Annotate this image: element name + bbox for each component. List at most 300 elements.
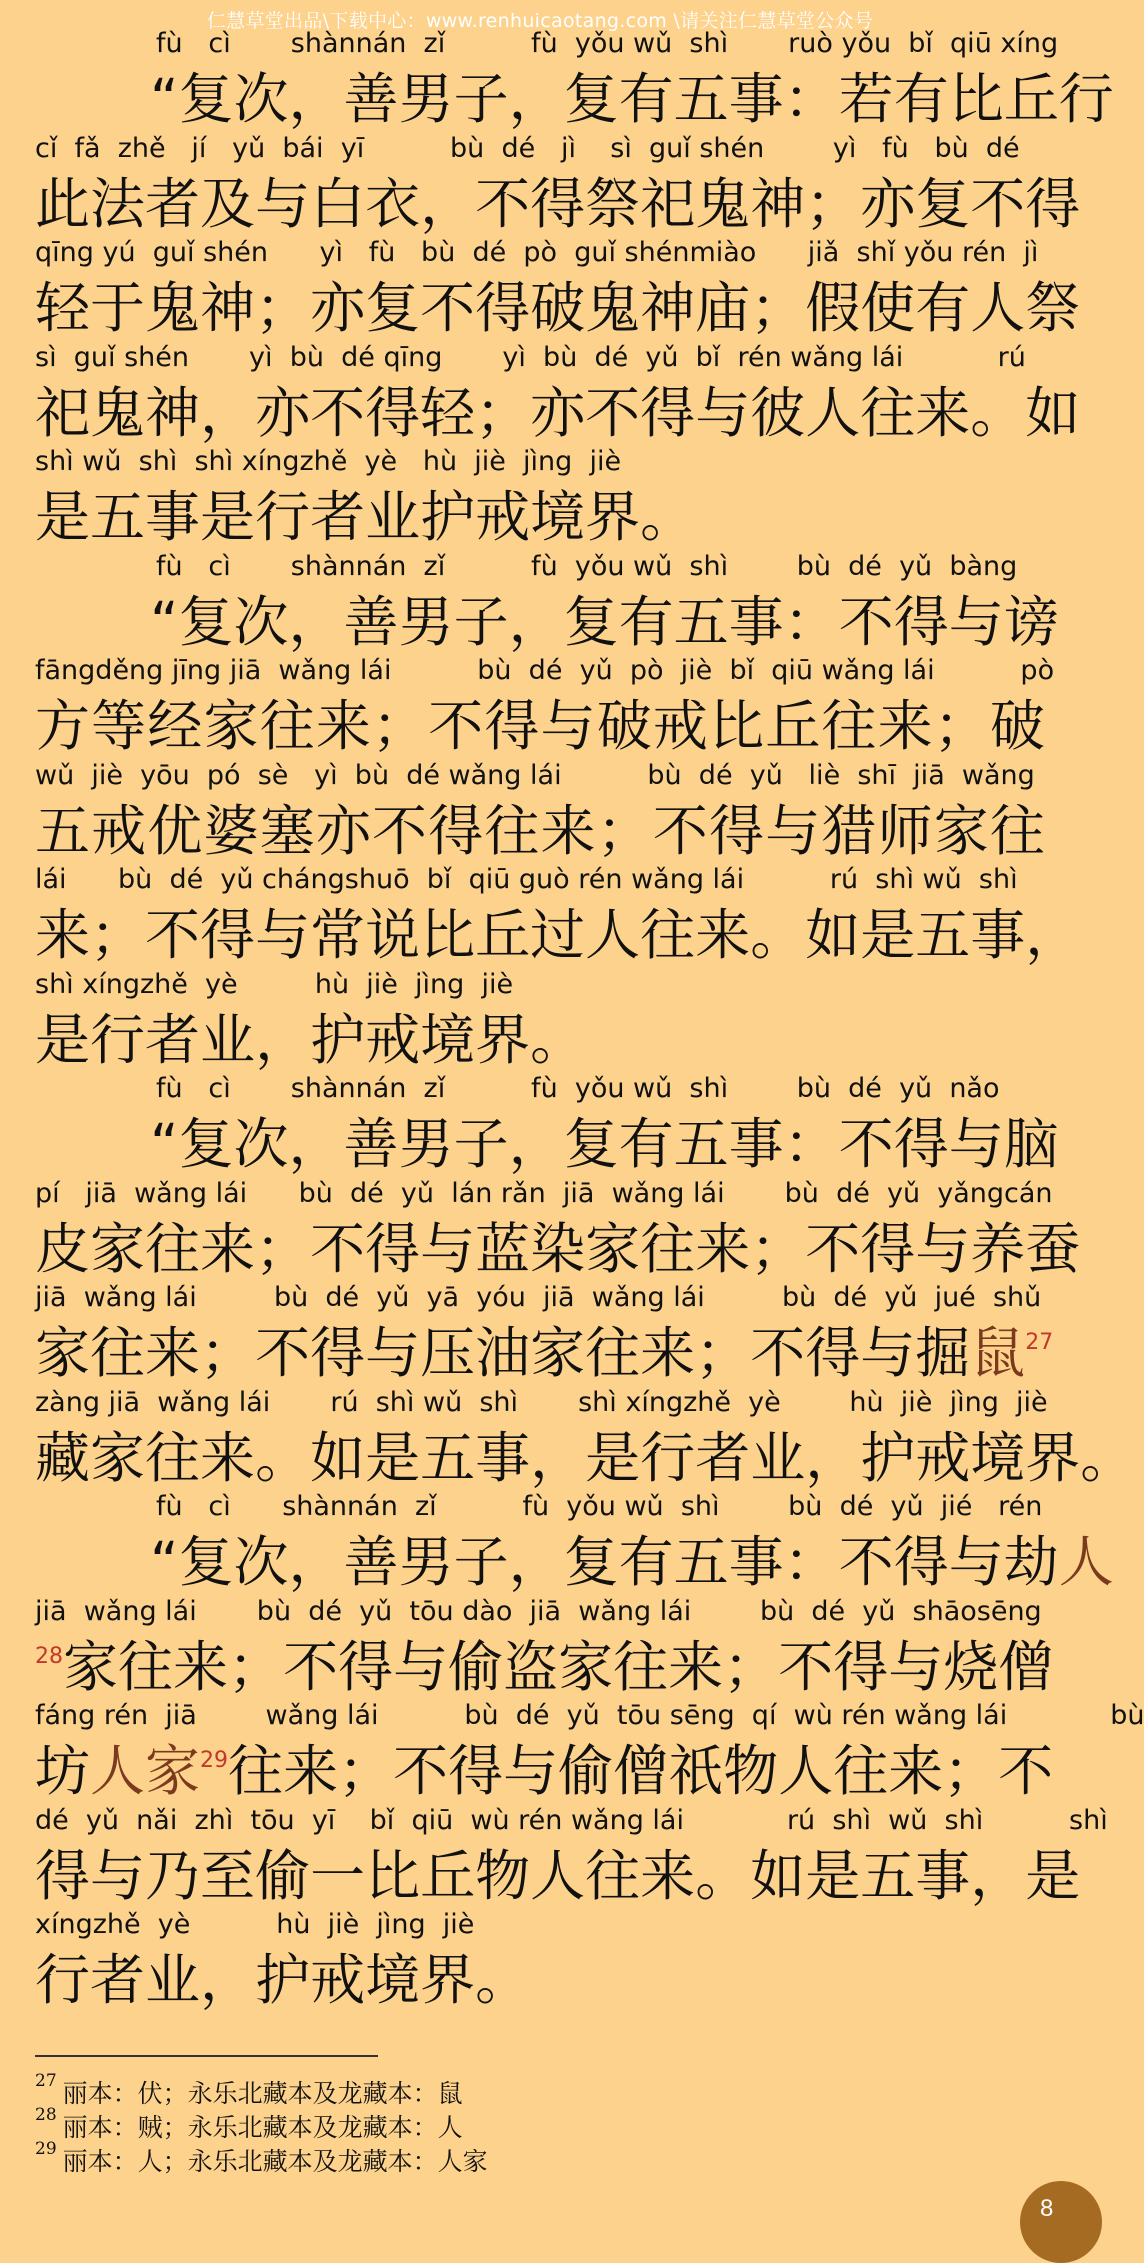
hanzi-char: 有 (618, 589, 674, 654)
hanzi-char: 戒 (652, 694, 708, 758)
hanzi-char: 行 (1058, 67, 1114, 131)
text-line (0, 133, 1080, 238)
hanzi-char: 与 (915, 1216, 971, 1281)
hanzi-char: 经 (147, 694, 203, 758)
hanzi-char: 与 (255, 171, 311, 236)
hanzi-char: 丘 (1003, 67, 1059, 131)
hanzi-char: 与 (948, 589, 1004, 654)
hanzi-char: 破 (596, 694, 652, 758)
hanzi-char: “ (150, 1112, 179, 1176)
hanzi-char: 不 (428, 694, 484, 758)
hanzi-char: 得 (310, 1321, 366, 1385)
pinyin-line: zàng jiā wǎng lái rú shì wǔ shì shì xíngzhě yè hù jiè jìng jiè (35, 1386, 1048, 1418)
hanzi-char: 子 (453, 67, 509, 131)
hanzi-char: 亦 (530, 380, 586, 445)
hanzi-char: 复 (915, 171, 971, 236)
hanzi-char-variant: 家$^{29}$ (145, 1739, 229, 1803)
hanzi-char: 养 (970, 1216, 1026, 1281)
hanzi-char: 事 (728, 589, 784, 654)
footnote-ref: 29 (200, 1748, 229, 1773)
hanzi-char: 与 (540, 694, 596, 758)
hanzi-char: 与 (365, 1321, 421, 1385)
hanzi-char: 脑 (1003, 1112, 1059, 1176)
hanzi-char: 男 (398, 1530, 454, 1594)
hanzi-char: 破 (530, 276, 586, 340)
hanzi-char: 复 (178, 1530, 234, 1594)
hanzi-char: ； (750, 276, 806, 340)
hanzi-char: 得 (805, 1321, 861, 1385)
hanzi-char: ， (288, 67, 344, 131)
pinyin-line: xíngzhě yè hù jiè jìng jiè (35, 1909, 475, 1940)
hanzi-char: ， (508, 1530, 564, 1594)
hanzi-char: 比 (365, 1843, 421, 1908)
hanzi-char: 优 (147, 798, 203, 863)
pinyin-line: sì guǐ shén yì bù dé qīng yì bù dé yǔ bǐ rén wǎng lái rú (35, 341, 1026, 373)
hanzi-char: 业 (750, 1425, 806, 1490)
hanzi-char: 。 (970, 380, 1026, 445)
hanzi-char: 鬼 (585, 276, 641, 340)
hanzi-char: 师 (877, 798, 933, 863)
hanzi-char: 复 (563, 67, 619, 131)
hanzi-char: 业 (200, 1007, 256, 1072)
hanzi-char: 五 (35, 798, 91, 863)
hanzi-char: 得 (1025, 171, 1081, 236)
hanzi-char: 复 (563, 589, 619, 654)
hanzi-char: 蓝 (475, 1216, 531, 1281)
hanzi-char: 是 (365, 1425, 421, 1490)
hanzi-char: 至 (200, 1843, 256, 1908)
text-line (0, 1804, 1108, 1910)
hanzi-char: 。 (750, 903, 806, 967)
hanzi-char: 子 (453, 1530, 509, 1594)
hanzi-char: 人 (585, 903, 641, 967)
hanzi-char: 业 (365, 485, 421, 549)
hanzi-char: 是 (35, 485, 91, 549)
hanzi-char: 丘 (475, 903, 531, 967)
hanzi-line (35, 1321, 1054, 1385)
hanzi-char: 使 (860, 276, 916, 340)
hanzi-char: ， (200, 1948, 256, 2012)
hanzi-char: 盗 (503, 1634, 559, 1699)
text-line (0, 1596, 1080, 1701)
pinyin-line: jiā wǎng lái bù dé yǔ yā yóu jiā wǎng lái bù dé yǔ jué shǔ (35, 1282, 1042, 1313)
hanzi-char: 来 (315, 694, 371, 758)
hanzi-line (150, 67, 1114, 131)
hanzi-char: 塞 (259, 798, 315, 863)
hanzi-char: 行 (640, 1425, 696, 1490)
pinyin-line: fù cì shànnán zǐ fù yǒu wǔ shì ruò yǒu bǐ qiū xíng (156, 28, 1059, 59)
hanzi-char: 不 (283, 1634, 339, 1699)
hanzi-char: 神 (145, 380, 201, 445)
hanzi-char: 衣 (365, 171, 421, 236)
hanzi-char: 比 (948, 67, 1004, 131)
hanzi-char: 者 (90, 1948, 146, 2012)
hanzi-line (35, 380, 1081, 445)
hanzi-char: 来 (915, 380, 971, 445)
hanzi-char: 染 (530, 1216, 586, 1281)
hanzi-line (35, 1634, 1054, 1699)
hanzi-char: 家 (530, 1321, 586, 1385)
text-line (0, 655, 1080, 760)
pinyin-line: wǔ jiè yōu pó sè yì bù dé wǎng lái bù dé yǔ liè shī jiā wǎng (35, 759, 1035, 791)
hanzi-char: 戒 (365, 1007, 421, 1072)
hanzi-char: 境 (365, 1948, 421, 2012)
hanzi-char: 来 (173, 1634, 229, 1699)
hanzi-char: 如 (805, 903, 861, 967)
text-line (0, 1491, 1114, 1596)
hanzi-char: 事 (728, 1530, 784, 1594)
text-line (0, 864, 1080, 969)
hanzi-char: 鬼 (695, 171, 751, 236)
hanzi-char-variant: 鼠$^{27}$ (970, 1321, 1054, 1385)
hanzi-char: 事 (970, 903, 1026, 967)
hanzi-char: ； (200, 1321, 256, 1385)
hanzi-char: 者 (145, 1007, 201, 1072)
hanzi-char: 得 (35, 1843, 91, 1908)
hanzi-char: 善 (343, 1530, 399, 1594)
hanzi-char: ； (90, 903, 146, 967)
hanzi-char: ： (783, 67, 839, 131)
hanzi-char: 来 (540, 798, 596, 863)
hanzi-char: 祇 (668, 1739, 724, 1803)
hanzi-char: 往 (145, 1425, 201, 1490)
hanzi-char: 五 (420, 1425, 476, 1490)
hanzi-char: 蚕 (1025, 1216, 1081, 1281)
pinyin-line: qīng yú guǐ shén yì fù bù dé pò guǐ shénmiào jiǎ shǐ yǒu rén jì (35, 237, 1039, 268)
hanzi-char: 神 (750, 171, 806, 236)
hanzi-char: 祭 (585, 171, 641, 236)
hanzi-char: 得 (893, 1530, 949, 1594)
hanzi-char: 人 (778, 1739, 834, 1803)
hanzi-char: 猎 (821, 798, 877, 863)
hanzi-char: ； (475, 380, 531, 445)
hanzi-char: ； (933, 694, 989, 758)
pinyin-line: dé yǔ nǎi zhì tōu yī bǐ qiū wù rén wǎng lái rú shì wǔ shì shì (35, 1804, 1108, 1836)
hanzi-line (35, 1007, 1045, 1072)
hanzi-char: 婆 (203, 798, 259, 863)
hanzi-char: 得 (893, 1112, 949, 1176)
pinyin-line: shì xíngzhě yè hù jiè jìng jiè (35, 968, 514, 1000)
hanzi-char: 往 (585, 1843, 641, 1908)
hanzi-char: 男 (398, 1112, 454, 1176)
hanzi-char: 五 (673, 1530, 729, 1594)
hanzi-char: 僧 (613, 1739, 669, 1803)
hanzi-char: 往 (989, 798, 1045, 863)
hanzi-char: 五 (915, 903, 971, 967)
hanzi-char: 往 (259, 694, 315, 758)
footnote-ref: 27 (1025, 1330, 1054, 1355)
hanzi-line (150, 589, 1059, 654)
hanzi-char: 戒 (91, 798, 147, 863)
text-line (0, 28, 1114, 133)
hanzi-char: ； (723, 1634, 779, 1699)
hanzi-char: 得 (448, 1739, 504, 1803)
hanzi-char: 物 (475, 1843, 531, 1908)
hanzi-char: 往 (640, 903, 696, 967)
hanzi-char: 男 (398, 67, 454, 131)
hanzi-char: 亦 (310, 276, 366, 340)
hanzi-char: 界 (585, 485, 641, 549)
hanzi-char: 是 (1025, 1843, 1081, 1908)
hanzi-char: 丘 (765, 694, 821, 758)
hanzi-char: 是 (805, 1843, 861, 1908)
hanzi-char: 得 (475, 276, 531, 340)
hanzi-line (35, 798, 1045, 863)
hanzi-char: 不 (778, 1634, 834, 1699)
pinyin-line: fù cì shànnán zǐ fù yǒu wǔ shì bù dé yǔ bàng (156, 550, 1018, 582)
hanzi-char: 护 (310, 1007, 366, 1072)
hanzi-char: 物 (723, 1739, 779, 1803)
hanzi-char: ； (338, 1739, 394, 1803)
hanzi-char: 来 (640, 1321, 696, 1385)
hanzi-char: 戒 (310, 1948, 366, 2012)
hanzi-char: 僧 (998, 1634, 1054, 1699)
hanzi-char: 五 (860, 1843, 916, 1908)
hanzi-char: 事 (915, 1843, 971, 1908)
hanzi-char: 不 (838, 589, 894, 654)
text-line (0, 760, 1080, 865)
hanzi-char: 业 (145, 1948, 201, 2012)
hanzi-char: 不 (805, 1216, 861, 1281)
hanzi-char: 事 (728, 1112, 784, 1176)
hanzi-char: 压 (420, 1321, 476, 1385)
hanzi-char: 与 (420, 1216, 476, 1281)
hanzi-char: 事 (728, 67, 784, 131)
hanzi-char: 往 (90, 1321, 146, 1385)
hanzi-line (150, 1530, 1114, 1594)
hanzi-char: 来 (35, 903, 91, 967)
hanzi-char: 境 (970, 1425, 1026, 1490)
hanzi-char: 法 (90, 171, 146, 236)
hanzi-char: 复 (178, 589, 234, 654)
hanzi-char: 及 (200, 171, 256, 236)
hanzi-char: 家 (933, 798, 989, 863)
hanzi-char: 次 (233, 1112, 289, 1176)
hanzi-char: 偷 (255, 1843, 311, 1908)
hanzi-char: 亦 (315, 798, 371, 863)
hanzi-char: 。 (255, 1425, 311, 1490)
hanzi-char: 不 (310, 1216, 366, 1281)
footnote-text: 丽本：伏；永乐北藏本及龙藏本：鼠 (62, 2079, 463, 2108)
hanzi-char: 家 (203, 694, 259, 758)
hanzi-char: 坊 (35, 1739, 91, 1803)
hanzi-char: 往 (640, 1216, 696, 1281)
hanzi-char: 家 (90, 1425, 146, 1490)
hanzi-char: 祀 (640, 171, 696, 236)
hanzi-char: 人 (970, 276, 1026, 340)
hanzi-char: 往 (484, 798, 540, 863)
hanzi-char: 家 (90, 1216, 146, 1281)
hanzi-char: 庙 (695, 276, 751, 340)
hanzi-char-variant: 人 (90, 1739, 146, 1803)
hanzi-char: 五 (673, 67, 729, 131)
hanzi-char: ， (255, 1007, 311, 1072)
hanzi-char: ， (508, 67, 564, 131)
hanzi-char: 神 (640, 276, 696, 340)
hanzi-char: ； (255, 1216, 311, 1281)
hanzi-char: 行 (35, 1948, 91, 2012)
hanzi-char: 行 (255, 485, 311, 549)
hanzi-char: 偷 (448, 1634, 504, 1699)
hanzi-char: 五 (673, 589, 729, 654)
hanzi-char-variant: 人 (1058, 1530, 1114, 1594)
page-header: 仁慧草堂出品\下载中心：www.renhuicaotang.com \请关注仁慧草堂公众号 (206, 10, 874, 32)
hanzi-char: 子 (453, 1112, 509, 1176)
hanzi-char: ， (200, 380, 256, 445)
hanzi-char: 此 (35, 171, 91, 236)
hanzi-char: 烧 (943, 1634, 999, 1699)
hanzi-char: 来 (200, 1216, 256, 1281)
hanzi-char: ： (783, 1112, 839, 1176)
hanzi-char: ， (288, 1530, 344, 1594)
hanzi-char: 复 (178, 1112, 234, 1176)
hanzi-char: ； (596, 798, 652, 863)
hanzi-char: 行 (90, 1007, 146, 1072)
hanzi-char: 与 (765, 798, 821, 863)
pinyin-line: fù cì shànnán zǐ fù yǒu wǔ shì bù dé yǔ nǎo (156, 1073, 1000, 1104)
hanzi-line (150, 1112, 1059, 1176)
hanzi-char: 如 (1025, 380, 1081, 445)
hanzi-char: 来 (145, 1321, 201, 1385)
hanzi-char: 得 (365, 380, 421, 445)
pinyin-line: fù cì shànnán zǐ fù yǒu wǔ shì bù dé yǔ jié rén (156, 1491, 1043, 1522)
hanzi-char: ； (750, 1216, 806, 1281)
hanzi-char: 于 (90, 276, 146, 340)
hanzi-char: 藏 (35, 1425, 91, 1490)
hanzi-char: 。 (530, 1007, 586, 1072)
hanzi-char: 次 (233, 67, 289, 131)
pinyin-line: fāngděng jīng jiā wǎng lái bù dé yǔ pò jiè bǐ qiū wǎng lái pò (35, 655, 1055, 686)
text-line (0, 1282, 1080, 1387)
hanzi-char: 亦 (255, 380, 311, 445)
hanzi-char: 一 (310, 1843, 366, 1908)
hanzi-char: 祀 (35, 380, 91, 445)
text-line (0, 1178, 1080, 1283)
hanzi-char: 得 (428, 798, 484, 863)
hanzi-char: 家 (35, 1321, 91, 1385)
hanzi-char: 与 (503, 1739, 559, 1803)
hanzi-char: 界 (475, 1007, 531, 1072)
hanzi-char: 者 (310, 485, 366, 549)
hanzi-char: 往 (613, 1634, 669, 1699)
hanzi-char: 往 (821, 694, 877, 758)
footnote-number: 28 (35, 2105, 57, 2125)
hanzi-char: 男 (398, 589, 454, 654)
hanzi-char: 善 (343, 67, 399, 131)
hanzi-char: ， (805, 1425, 861, 1490)
hanzi-line (35, 276, 1081, 340)
page-number: 8 (1040, 2195, 1054, 2222)
hanzi-char: 家 (585, 1216, 641, 1281)
hanzi-char: 人 (530, 1843, 586, 1908)
hanzi-char: 偷 (558, 1739, 614, 1803)
hanzi-char: 境 (420, 1007, 476, 1072)
pinyin-line: fáng rén jiā wǎng lái bù dé yǔ tōu sēng qí wù rén wǎng lái bù (35, 1700, 1144, 1731)
pinyin-line: jiā wǎng lái bù dé yǔ tōu dào jiā wǎng lái bù dé yǔ shāosēng (35, 1595, 1042, 1627)
hanzi-char: 子 (453, 589, 509, 654)
hanzi-char: 来 (640, 1843, 696, 1908)
hanzi-char: 不 (420, 276, 476, 340)
hanzi-char: 不 (750, 1321, 806, 1385)
hanzi-char: 如 (310, 1425, 366, 1490)
hanzi-char: ； (695, 1321, 751, 1385)
hanzi-char: 是 (35, 1007, 91, 1072)
hanzi-char: 境 (530, 485, 586, 549)
hanzi-char: 轻 (420, 380, 476, 445)
hanzi-char: 复 (563, 1112, 619, 1176)
hanzi-char: 得 (365, 1216, 421, 1281)
hanzi-char: 五 (673, 1112, 729, 1176)
hanzi-char: 乃 (145, 1843, 201, 1908)
hanzi-line (35, 1950, 1045, 2010)
hanzi-char: 谤 (1003, 589, 1059, 654)
hanzi-char: 油 (475, 1321, 531, 1385)
hanzi-char: ， (508, 1112, 564, 1176)
hanzi-char: 有 (915, 276, 971, 340)
hanzi-char: ， (420, 171, 476, 236)
hanzi-char: ； (805, 171, 861, 236)
hanzi-char: 与 (393, 1634, 449, 1699)
hanzi-char: 次 (233, 589, 289, 654)
footnote-text: 丽本：人；永乐北藏本及龙藏本：人家 (62, 2147, 488, 2176)
hanzi-char: “ (150, 67, 179, 131)
pinyin-line: cǐ fǎ zhě jí yǔ bái yī bù dé jì sì guǐ shén yì fù bù dé (35, 132, 1020, 164)
hanzi-char: ； (372, 694, 428, 758)
text-line (0, 1700, 1144, 1805)
hanzi-char: 劫 (1003, 1530, 1059, 1594)
hanzi-char: 得 (860, 1216, 916, 1281)
hanzi-char: 假 (805, 276, 861, 340)
hanzi-char: ， (288, 589, 344, 654)
text-line (0, 1073, 1080, 1178)
hanzi-char: 来 (668, 1634, 724, 1699)
hanzi-char: 说 (365, 903, 421, 967)
hanzi-char: 护 (860, 1425, 916, 1490)
hanzi-char: 鬼 (145, 276, 201, 340)
hanzi-char: 有 (618, 67, 674, 131)
footnote-number: 29 (35, 2139, 57, 2159)
hanzi-char: 。 (695, 1843, 751, 1908)
hanzi-char: 祭 (1025, 276, 1081, 340)
hanzi-char: 界 (1025, 1425, 1081, 1490)
hanzi-line (35, 1425, 1136, 1490)
hanzi-line (35, 1216, 1081, 1281)
hanzi-char: ， (288, 1112, 344, 1176)
hanzi-char: 。 (1080, 1425, 1136, 1490)
hanzi-char: 往 (585, 1321, 641, 1385)
hanzi-char: 与 (948, 1112, 1004, 1176)
hanzi-char: ， (530, 1425, 586, 1490)
hanzi-char: 白 (310, 171, 366, 236)
hanzi-char: 来 (695, 903, 751, 967)
hanzi-char: 往 (860, 380, 916, 445)
hanzi-char: 不 (970, 171, 1026, 236)
hanzi-char: 者 (145, 171, 201, 236)
hanzi-char: 彼 (750, 380, 806, 445)
hanzi-char: 来 (283, 1739, 339, 1803)
hanzi-char: 亦 (860, 171, 916, 236)
hanzi-char: 家 (558, 1634, 614, 1699)
hanzi-char: 方 (35, 694, 91, 758)
hanzi-char: “ (150, 589, 179, 654)
hanzi-char: 不 (998, 1739, 1054, 1803)
hanzi-char: 是 (200, 485, 256, 549)
hanzi-char: 轻 (35, 276, 91, 340)
hanzi-char: 比 (420, 903, 476, 967)
hanzi-char: 掘 (915, 1321, 971, 1385)
hanzi-char: ， (508, 589, 564, 654)
hanzi-char: 善 (343, 589, 399, 654)
